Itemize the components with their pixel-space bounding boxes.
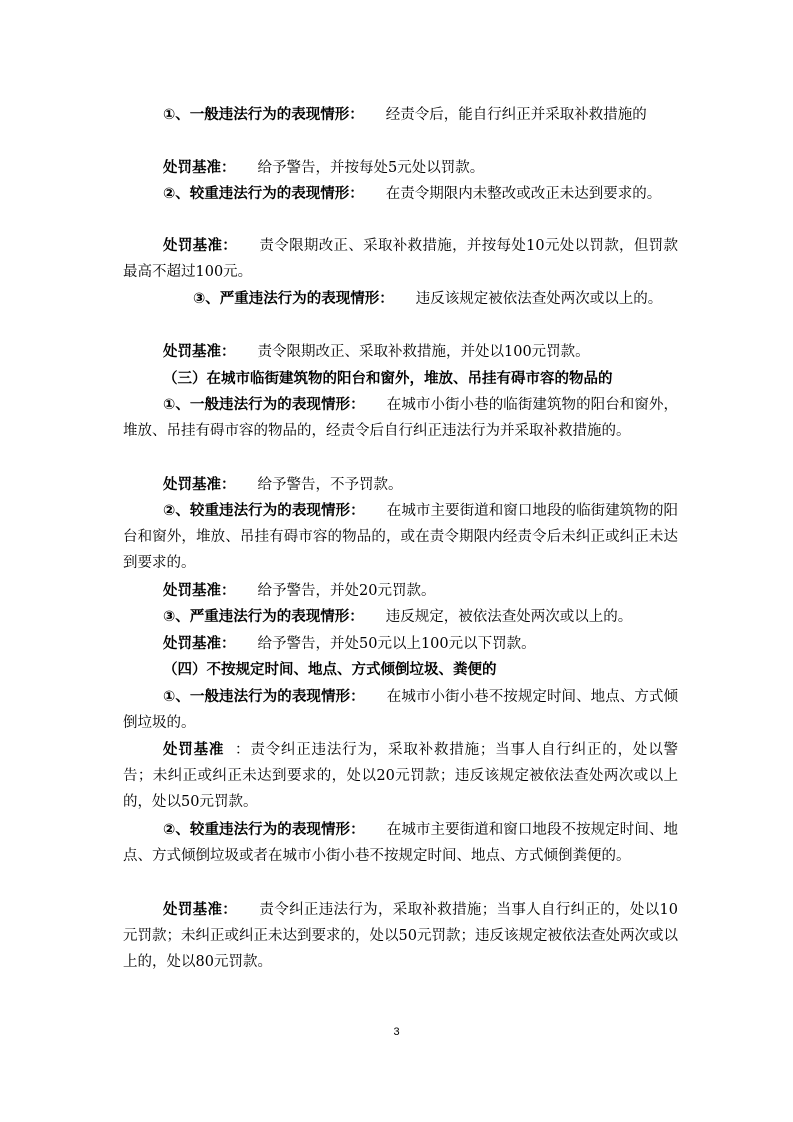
paragraph-text: 给予警告，不予罚款。 (257, 477, 403, 493)
paragraph-text: 违反规定，被依法查处两次或以上的。 (385, 609, 633, 625)
paragraph (123, 233, 678, 285)
paragraph (123, 578, 678, 604)
paragraph-text: 经责令后，能自行纠正并采取补救措施的 (385, 107, 647, 123)
paragraph-label: ②、较重违法行为的表现情形： (163, 822, 365, 838)
section-heading (123, 657, 678, 683)
paragraph (123, 631, 678, 657)
paragraph (123, 684, 678, 736)
paragraph (123, 102, 678, 128)
heading-label: （三）在城市临街建筑物的阳台和窗外，堆放、吊挂有碍市容的物品的 (163, 371, 613, 387)
paragraph-label: 处罚基准： (163, 583, 236, 599)
paragraph-label: 处罚基准： (163, 238, 238, 254)
paragraph-text: 责令限期改正、采取补救措施，并处以100元罚款。 (257, 344, 590, 360)
paragraph-label: ①、一般违法行为的表现情形： (163, 107, 364, 123)
paragraph-text: 在责令期限内未整改或改正未达到要求的。 (385, 186, 662, 202)
paragraph-text: 给予警告，并按每处5元处以罚款。 (257, 160, 485, 176)
paragraph-text: 在城市主要街道和窗口地段不按规定时间、地点、方式倾倒垃圾或者在城市小街小巷不按规定时间、地点、方式倾倒粪便的。 (123, 822, 679, 864)
paragraph (123, 181, 678, 207)
paragraph (123, 897, 678, 975)
paragraph (123, 155, 678, 181)
paragraph-label: ②、较重违法行为的表现情形： (163, 503, 365, 519)
paragraph-text: 责令纠正违法行为，采取补救措施；当事人自行纠正的，处以10元罚款；未纠正或纠正未达到要求的，处以50元罚款；违反该规定被依法查处两次或以上的，处以80元罚款。 (123, 902, 679, 970)
paragraph (123, 392, 678, 444)
page-number: 3 (393, 1026, 400, 1038)
paragraph-label: 处罚基准 (163, 742, 225, 758)
paragraph-label: 处罚基准： (163, 636, 236, 652)
paragraph-text: 在城市小街小巷不按规定时间、地点、方式倾倒垃圾的。 (123, 689, 679, 731)
paragraph-label: 处罚基准： (163, 344, 236, 360)
paragraph-label: ②、较重违法行为的表现情形： (163, 186, 364, 202)
paragraph (123, 498, 678, 576)
paragraph-text: 在城市小街小巷的临街建筑物的阳台和窗外，堆放、吊挂有碍市容的物品的，经责令后自行纠正违法行为并采取补救措施的。 (123, 397, 679, 439)
paragraph (123, 604, 678, 630)
paragraph-label: ①、一般违法行为的表现情形： (163, 397, 365, 413)
paragraph-label: 处罚基准： (163, 902, 238, 918)
paragraph (123, 472, 678, 498)
heading-label: （四）不按规定时间、地点、方式倾倒垃圾、粪便的 (163, 662, 497, 678)
paragraph-label: ①、一般违法行为的表现情形： (163, 689, 365, 705)
section-heading (123, 366, 678, 392)
paragraph-text: 在城市主要街道和窗口地段的临街建筑物的阳台和窗外，堆放、吊挂有碍市容的物品的，或在责令期限内经责令后未纠正或纠正未达到要求的。 (123, 503, 679, 571)
paragraph-label: ③、严重违法行为的表现情形： (163, 609, 364, 625)
paragraph-text: 给予警告，并处20元罚款。 (257, 583, 436, 599)
paragraph-text: ：责令纠正违法行为，采取补救措施；当事人自行纠正的，处以警告；未纠正或纠正未达到要求的，处以20元罚款；违反该规定被依法查处两次或以上的，处以50元罚款。 (123, 742, 679, 810)
paragraph-text: 责令限期改正、采取补救措施，并按每处10元处以罚款，但罚款最高不超过100元。 (123, 238, 679, 280)
paragraph-text: 违反该规定被依法查处两次或以上的。 (415, 291, 663, 307)
paragraph-label: 处罚基准： (163, 160, 236, 176)
paragraph-label: ③、严重违法行为的表现情形： (193, 291, 394, 307)
paragraph (123, 286, 678, 312)
paragraph (123, 737, 678, 815)
paragraph-text: 给予警告，并处50元以上100元以下罚款。 (257, 636, 536, 652)
paragraph (123, 817, 678, 869)
paragraph-label: 处罚基准： (163, 477, 236, 493)
paragraph (123, 339, 678, 365)
